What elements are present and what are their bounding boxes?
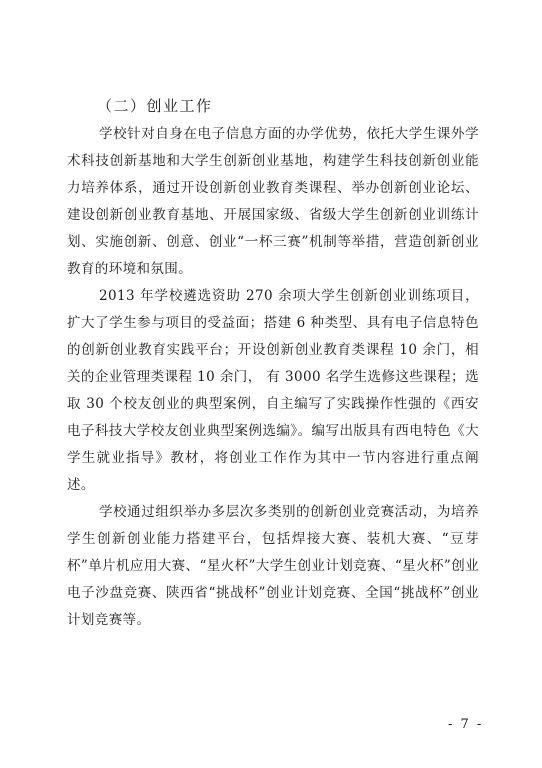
paragraph-2013-projects: 2013 年学校遴选资助 270 余项大学生创新创业训练项目，扩大了学生参与项目的受益面；搭建 6 种类型、具有电子信息特色的创新创业教育实践平台；开设创新创业教育类课程 10 余门，相关的企业管理类课程 10 余门， 有 3000 名学生选修这些课程；选取 30 个校友创业的典型案例，自主编写了实践操作性强的《西安电子科技大学校友创业典型案例选编》。编写出版具有西电特色《大学生就业指导》教材，将创业工作作为其中一节内容进行重点阐述。: [67, 288, 479, 493]
paragraph-competitions: 学校通过组织举办多层次多类别的创新创业竞赛活动，为培养学生创新创业能力搭建平台，包括焊接大赛、装机大赛、“豆芽杯”单片机应用大赛、“星火杯”大学生创业计划竞赛、“星火杯”创业电子沙盘竞赛、陕西省“挑战杯”创业计划竞赛、全国“挑战杯”创业计划竞赛等。: [67, 504, 479, 628]
section-heading: （二）创业工作: [97, 97, 213, 115]
page-body: [67, 94, 479, 634]
paragraph-innovation-system: 学校针对自身在电子信息方面的办学优势，依托大学生课外学术科技创新基地和大学生创新创业基地，构建学生科技创新创业能力培养体系，通过开设创新创业教育类课程、举办创新创业论坛、建设创新创业教育基地、开展国家级、省级大学生创新创业训练计划、实施创新、创意、创业“一杯三赛”机制等举措，营造创新创业教育的环境和氛围。: [67, 126, 479, 277]
page-number: - 7 -: [448, 717, 484, 732]
